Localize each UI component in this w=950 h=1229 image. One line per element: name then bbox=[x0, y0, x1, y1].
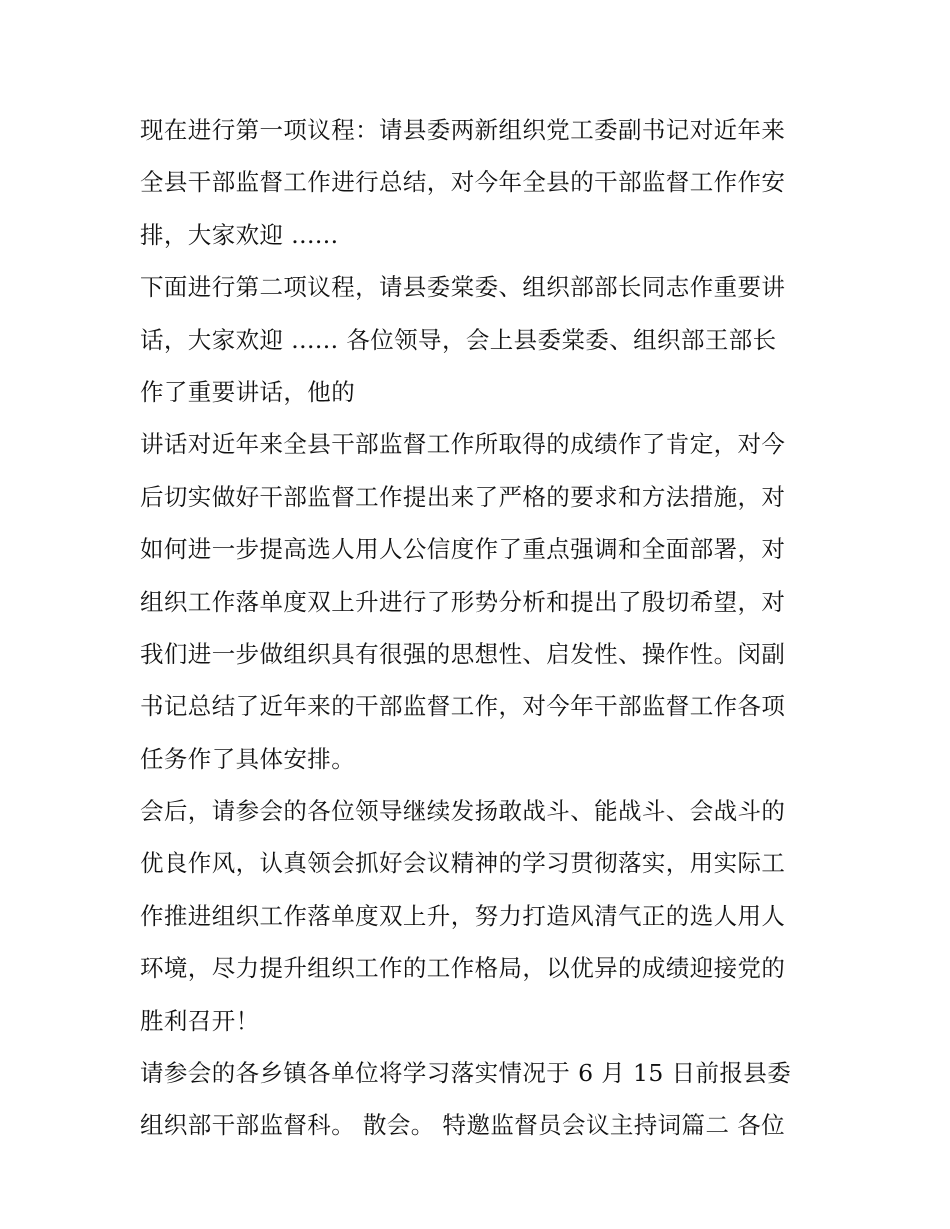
text-line: 全县干部监督工作进行总结，对今年全县的干部监督工作作安 bbox=[140, 168, 786, 197]
document-body bbox=[140, 104, 820, 1152]
text-line: 会后，请参会的各位领导继续发扬敢战斗、能战斗、会战斗的 bbox=[140, 797, 786, 826]
text-line: 任务作了具体安排。 bbox=[140, 744, 356, 773]
text-line: 排，大家欢迎 ...... bbox=[140, 220, 339, 249]
text-line: 如何进一步提高选人用人公信度作了重点强调和全面部署，对 bbox=[140, 535, 786, 564]
text-line: 我们进一步做组织具有很强的思想性、启发性、操作性。闵副 bbox=[140, 639, 786, 668]
text-line: 后切实做好干部监督工作提出来了严格的要求和方法措施，对 bbox=[140, 482, 786, 511]
text-line: 作了重要讲话，他的 bbox=[140, 377, 356, 406]
text-line: 讲话对近年来全县干部监督工作所取得的成绩作了肯定，对今 bbox=[140, 430, 786, 459]
text-line: 组织部干部监督科。 散会。 特邀监督员会议主持词篇二 各位 bbox=[140, 1111, 786, 1140]
text-line: 环境，尽力提升组织工作的工作格局，以优异的成绩迎接党的 bbox=[140, 954, 786, 983]
text-line: 下面进行第二项议程，请县委棠委、组织部部长同志作重要讲 bbox=[140, 273, 786, 302]
text-line: 组织工作落单度双上升进行了形势分析和提出了殷切希望，对 bbox=[140, 587, 786, 616]
text-line: 书记总结了近年来的干部监督工作，对今年干部监督工作各项 bbox=[140, 692, 786, 721]
text-line: 话，大家欢迎 ...... 各位领导，会上县委棠委、组织部王部长 bbox=[140, 325, 777, 354]
text-line: 胜利召开！ bbox=[140, 1006, 260, 1035]
text-line: 作推进组织工作落单度双上升，努力打造风清气正的选人用人 bbox=[140, 901, 786, 930]
text-line: 优良作风，认真领会抓好会议精神的学习贯彻落实，用实际工 bbox=[140, 849, 786, 878]
text-line: 现在进行第一项议程：请县委两新组织党工委副书记对近年来 bbox=[140, 116, 786, 144]
text-line: 请参会的各乡镇各单位将学习落实情况于 6 月 15 日前报县委 bbox=[140, 1059, 792, 1088]
